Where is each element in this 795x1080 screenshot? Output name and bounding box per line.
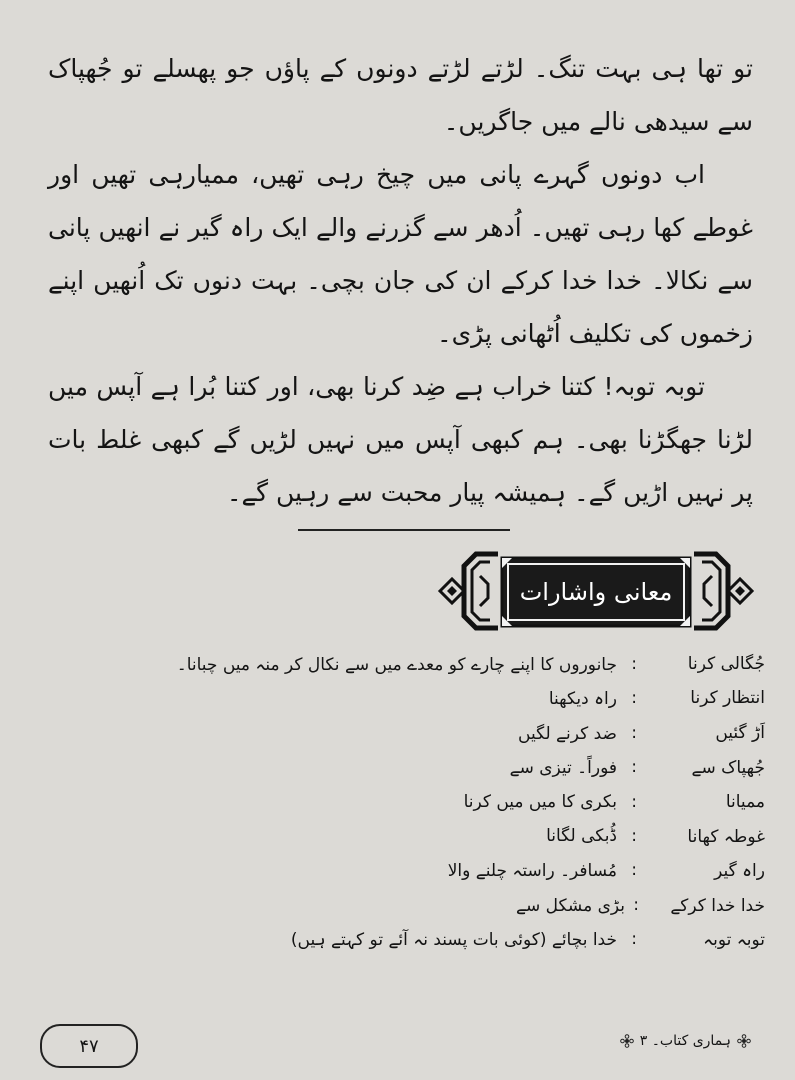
paragraph-3: توبہ توبہ! کتنا خراب ہے ضِد کرنا بھی، اور کتنا بُرا ہے آپس میں لڑنا جھگڑنا بھی۔ ہم کبھی آپس میں نہیں لڑیں گے کبھی غلط بات پر نہیں اڑیں گے۔ ہمیشہ پیار محبت سے رہیں گے۔ <box>48 372 753 507</box>
section-divider <box>298 529 510 531</box>
flower-ornament-icon <box>737 1034 751 1048</box>
glossary-row <box>60 753 765 787</box>
glossary-term: توبہ توبہ <box>703 930 765 951</box>
glossary-definition: بڑی مشکل سے <box>516 895 625 916</box>
heading-title: معانی واشارات <box>519 578 673 606</box>
glossary-row <box>60 788 765 822</box>
glossary-definition: فوراً۔ تیزی سے <box>509 758 617 779</box>
book-title: ہماری کتاب۔ ۳ <box>639 1033 731 1049</box>
glossary-colon: : <box>631 860 637 881</box>
glossary-colon: : <box>631 825 637 846</box>
glossary-colon: : <box>631 757 637 778</box>
glossary-row <box>60 822 765 856</box>
glossary-row <box>60 925 765 959</box>
story-text <box>48 42 753 519</box>
paragraph-1: تو تھا ہی بہت تنگ۔ لڑتے لڑتے دونوں کے پاؤں جو پھسلے تو جُھپاک سے سیدھی نالے میں جاگریں۔ <box>48 54 753 136</box>
glossary-term: جُھپاک سے <box>691 758 765 779</box>
glossary-definition: راہ دیکھنا <box>548 689 617 710</box>
glossary-term: جُگالی کرنا <box>687 654 765 674</box>
glossary-term: ممیانا <box>725 791 765 812</box>
glossary-definition: مُسافر۔ راستہ چلنے والا <box>447 861 617 882</box>
glossary-row <box>60 891 765 925</box>
glossary-list <box>60 650 765 960</box>
glossary-definition: خدا بچائے (کوئی بات پسند نہ آئے تو کہتے ہیں) <box>290 930 617 951</box>
glossary-row <box>60 856 765 890</box>
glossary-row <box>60 684 765 718</box>
page-number: ۴۷ <box>40 1024 138 1068</box>
glossary-definition: بکری کا میں میں کرنا <box>463 791 617 812</box>
glossary-colon: : <box>631 688 637 709</box>
glossary-row <box>60 650 765 684</box>
glossary-term: راہ گیر <box>714 861 765 882</box>
glossary-colon: : <box>631 791 637 812</box>
glossary-colon: : <box>631 929 637 950</box>
glossary-colon: : <box>631 654 637 674</box>
flower-ornament-icon <box>620 1034 634 1048</box>
glossary-definition: جانوروں کا اپنے چارے کو معدے میں سے نکال کر منہ میں چبانا۔ <box>176 655 617 675</box>
glossary-term: خدا خدا کرکے <box>670 895 765 916</box>
glossary-row <box>60 719 765 753</box>
glossary-term: غوطہ کھانا <box>687 826 765 847</box>
glossary-definition: ڈُبکی لگانا <box>546 825 617 846</box>
section-heading <box>436 548 756 634</box>
footer-book-title <box>620 1033 751 1049</box>
glossary-colon: : <box>631 722 637 743</box>
glossary-definition: ضد کرنے لگیں <box>518 723 617 744</box>
glossary-term: انتظار کرنا <box>690 688 765 709</box>
glossary-term: اَڑ گئیں <box>715 722 765 743</box>
paragraph-2: اب دونوں گہرے پانی میں چیخ رہی تھیں، ممیارہی تھیں اور غوطے کھا رہی تھیں۔ اُدھر سے گزرنے والے ایک راہ گیر نے انھیں پانی سے نکالا۔ خدا خدا کرکے ان کی جان بچی۔ بہت دنوں تک اُنھیں اپنے زخموں کی تکلیف اُٹھانی پڑی۔ <box>48 160 753 348</box>
glossary-colon: : <box>633 894 639 915</box>
